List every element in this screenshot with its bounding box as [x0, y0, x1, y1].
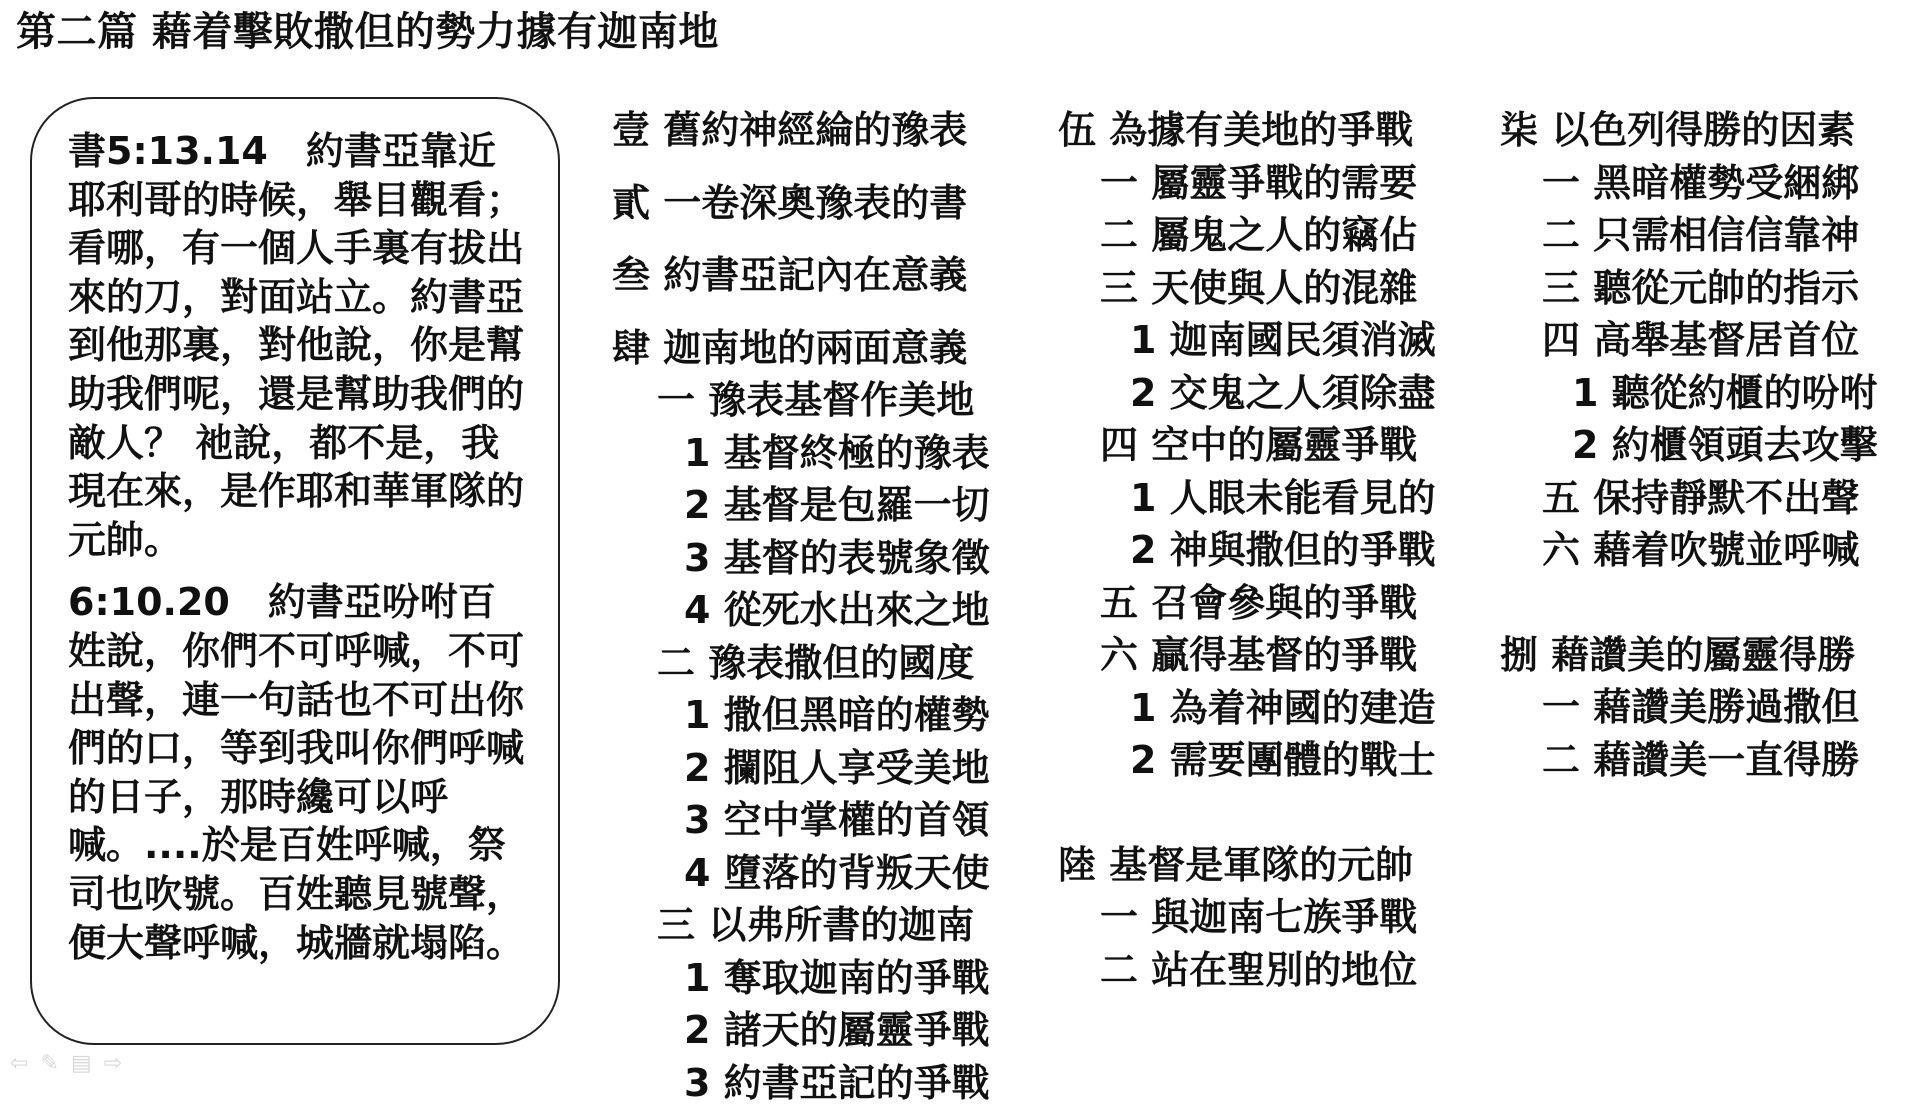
outline-heading: 貳 一卷深奧豫表的書 [612, 177, 990, 230]
outline-subheading: 五 保持靜默不出聲 [1500, 472, 1878, 525]
outline-heading: 陸 基督是軍隊的元帥 [1058, 839, 1436, 892]
outline-heading: 柒 以色列得勝的因素 [1500, 104, 1878, 157]
outline-point: 2 約櫃領頭去攻擊 [1500, 419, 1878, 472]
outline-heading: 壹 舊約神經綸的豫表 [612, 104, 990, 157]
page-title: 第二篇 藉着擊敗撒但的勢力據有迦南地 [16, 6, 719, 58]
outline-subheading: 二 站在聖別的地位 [1058, 944, 1436, 997]
outline-heading: 伍 為據有美地的爭戰 [1058, 104, 1436, 157]
outline-point: 2 交鬼之人須除盡 [1058, 367, 1436, 420]
outline-point: 1 聽從約櫃的吩咐 [1500, 367, 1878, 420]
outline-subheading: 四 空中的屬靈爭戰 [1058, 419, 1436, 472]
outline-column-3 [1500, 104, 1878, 786]
outline-point: 2 需要團體的戰士 [1058, 734, 1436, 787]
outline-point: 1 迦南國民須消滅 [1058, 314, 1436, 367]
outline-subheading: 六 藉着吹號並呼喊 [1500, 524, 1878, 577]
outline-subheading: 三 以弗所書的迦南 [612, 899, 990, 952]
outline-subheading: 三 聽從元帥的指示 [1500, 262, 1878, 315]
outline-subheading: 一 豫表基督作美地 [612, 374, 990, 427]
outline-point: 3 約書亞記的爭戰 [612, 1057, 990, 1109]
pen-icon[interactable]: ✎ [40, 1052, 58, 1076]
outline-point: 3 空中掌權的首領 [612, 794, 990, 847]
outline-point: 1 撒但黑暗的權勢 [612, 689, 990, 742]
outline-point: 1 奪取迦南的爭戰 [612, 952, 990, 1005]
outline-point: 3 基督的表號象徵 [612, 532, 990, 585]
outline-column-1 [612, 104, 990, 1109]
outline-subheading: 二 豫表撒但的國度 [612, 637, 990, 690]
outline-subheading: 一 與迦南七族爭戰 [1058, 891, 1436, 944]
outline-subheading: 二 藉讚美一直得勝 [1500, 734, 1878, 787]
scripture-box [30, 97, 560, 1045]
verse-joshua-6: 6:10.20 約書亞吩咐百姓說，你們不可呼喊，不可出聲，連一句話也不可出你們的口，等到我叫你們呼喊的日子，那時纔可以呼喊。....於是百姓呼喊，祭司也吹號。百姓聽見號聲，便大聲呼喊，城牆就塌陷。 [68, 578, 528, 967]
outline-heading: 叁 約書亞記內在意義 [612, 249, 990, 302]
outline-heading: 捌 藉讚美的屬靈得勝 [1500, 629, 1878, 682]
outline-subheading: 六 贏得基督的爭戰 [1058, 629, 1436, 682]
outline-column-2 [1058, 104, 1436, 996]
outline-point: 1 基督終極的豫表 [612, 427, 990, 480]
verse-joshua-5: 書5:13.14 約書亞靠近耶利哥的時候，舉目觀看；看哪，有一個人手裏有拔出來的刀，對面站立。約書亞到他那裏，對他說，你是幫助我們呢，還是幫助我們的敵人？ 祂說，都不是，我現在來，是作耶和華軍隊的元帥。 [68, 127, 528, 564]
slide-navigation [10, 1052, 122, 1076]
outline-heading: 肆 迦南地的兩面意義 [612, 322, 990, 375]
outline-point: 4 從死水出來之地 [612, 584, 990, 637]
outline-subheading: 一 黑暗權勢受綑綁 [1500, 157, 1878, 210]
outline-subheading: 三 天使與人的混雜 [1058, 262, 1436, 315]
outline-point: 1 為着神國的建造 [1058, 682, 1436, 735]
outline-point: 2 攔阻人享受美地 [612, 742, 990, 795]
outline-subheading: 一 屬靈爭戰的需要 [1058, 157, 1436, 210]
next-slide-icon[interactable]: ⇨ [104, 1052, 122, 1076]
outline-subheading: 五 召會參與的爭戰 [1058, 577, 1436, 630]
outline-point: 2 神與撒但的爭戰 [1058, 524, 1436, 577]
outline-subheading: 二 只需相信信靠神 [1500, 209, 1878, 262]
previous-slide-icon[interactable]: ⇦ [10, 1052, 28, 1076]
menu-icon[interactable]: ▤ [71, 1052, 92, 1076]
outline-point: 1 人眼未能看見的 [1058, 472, 1436, 525]
outline-point: 4 墮落的背叛天使 [612, 847, 990, 900]
outline-point: 2 基督是包羅一切 [612, 479, 990, 532]
outline-subheading: 二 屬鬼之人的竊佔 [1058, 209, 1436, 262]
outline-subheading: 一 藉讚美勝過撒但 [1500, 681, 1878, 734]
outline-subheading: 四 高舉基督居首位 [1500, 314, 1878, 367]
outline-point: 2 諸天的屬靈爭戰 [612, 1004, 990, 1057]
